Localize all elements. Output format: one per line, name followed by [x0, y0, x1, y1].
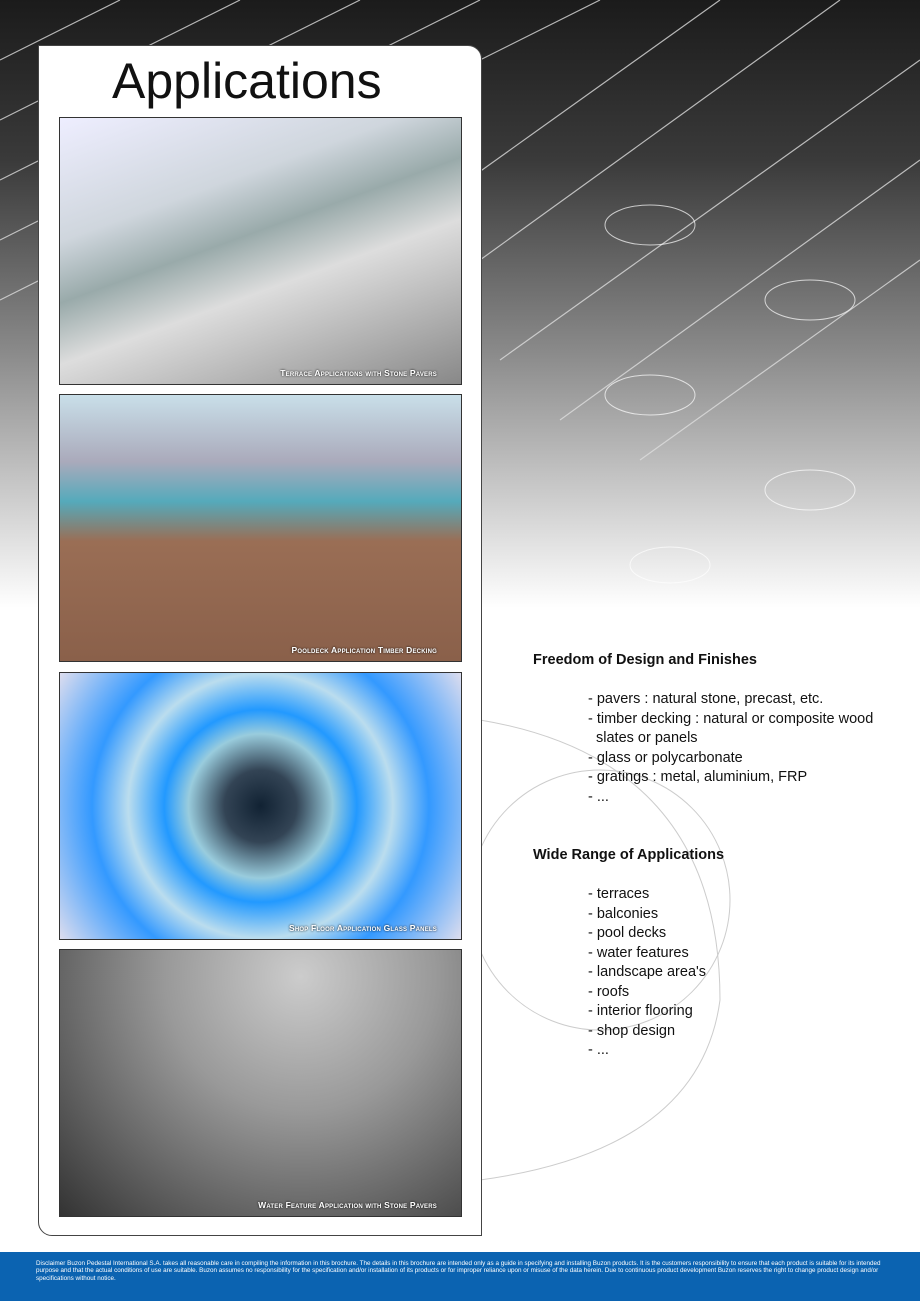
- terrace-photo: [59, 117, 462, 385]
- photo-caption: Shop Floor Application Glass Panels: [289, 923, 437, 933]
- design-heading: Freedom of Design and Finishes: [533, 652, 757, 668]
- list-item: - roofs: [588, 983, 630, 1000]
- list-item: - shop design: [588, 1022, 676, 1039]
- list-item: slates or panels: [596, 730, 698, 746]
- design-list: [588, 690, 873, 807]
- list-item: - water features: [588, 944, 689, 961]
- applications-list: [588, 885, 706, 1061]
- applications-heading: Wide Range of Applications: [533, 847, 725, 863]
- photo-caption: Terrace Applications with Stone Pavers: [280, 368, 437, 378]
- list-item: - landscape area's: [588, 964, 707, 980]
- list-item: - interior flooring: [588, 1003, 693, 1019]
- water-feature-photo: [59, 949, 462, 1217]
- list-item: - balconies: [588, 905, 659, 922]
- photo-caption: Pooldeck Application Timber Decking: [291, 645, 437, 655]
- list-item: - pavers : natural stone, precast, etc.: [588, 691, 824, 707]
- shop-floor-photo: [59, 672, 462, 940]
- page-title: Applications: [112, 53, 382, 109]
- photo-caption: Water Feature Application with Stone Pavers: [258, 1200, 437, 1210]
- list-item: - pool decks: [588, 925, 667, 941]
- list-item: - glass or polycarbonate: [588, 749, 743, 766]
- list-item: - timber decking : natural or composite wood: [588, 710, 874, 727]
- list-item: - ...: [588, 788, 609, 805]
- list-item: - ...: [588, 1042, 609, 1058]
- list-item: - terraces: [588, 886, 650, 902]
- pooldeck-photo: [59, 394, 462, 662]
- disclaimer-footer: Disclaimer Buzon Pedestal International S.A. takes all reasonable care in compiling the information in this brochure. The details in this brochure are intended only as a guide in specifying and installing Buzon products. It is the customers responsibility to ensure that each product is suitable for its intended purpose and that the actual conditions of use are suitable. Buzon assumes no responsibility for the specification and/or installation of its products or for improper reliance upon or misuse of the data herein. Due to continuous product development Buzon reserves the right to change product design and/or specifications without notice.: [0, 1252, 920, 1301]
- list-item: - gratings : metal, aluminium, FRP: [588, 769, 808, 785]
